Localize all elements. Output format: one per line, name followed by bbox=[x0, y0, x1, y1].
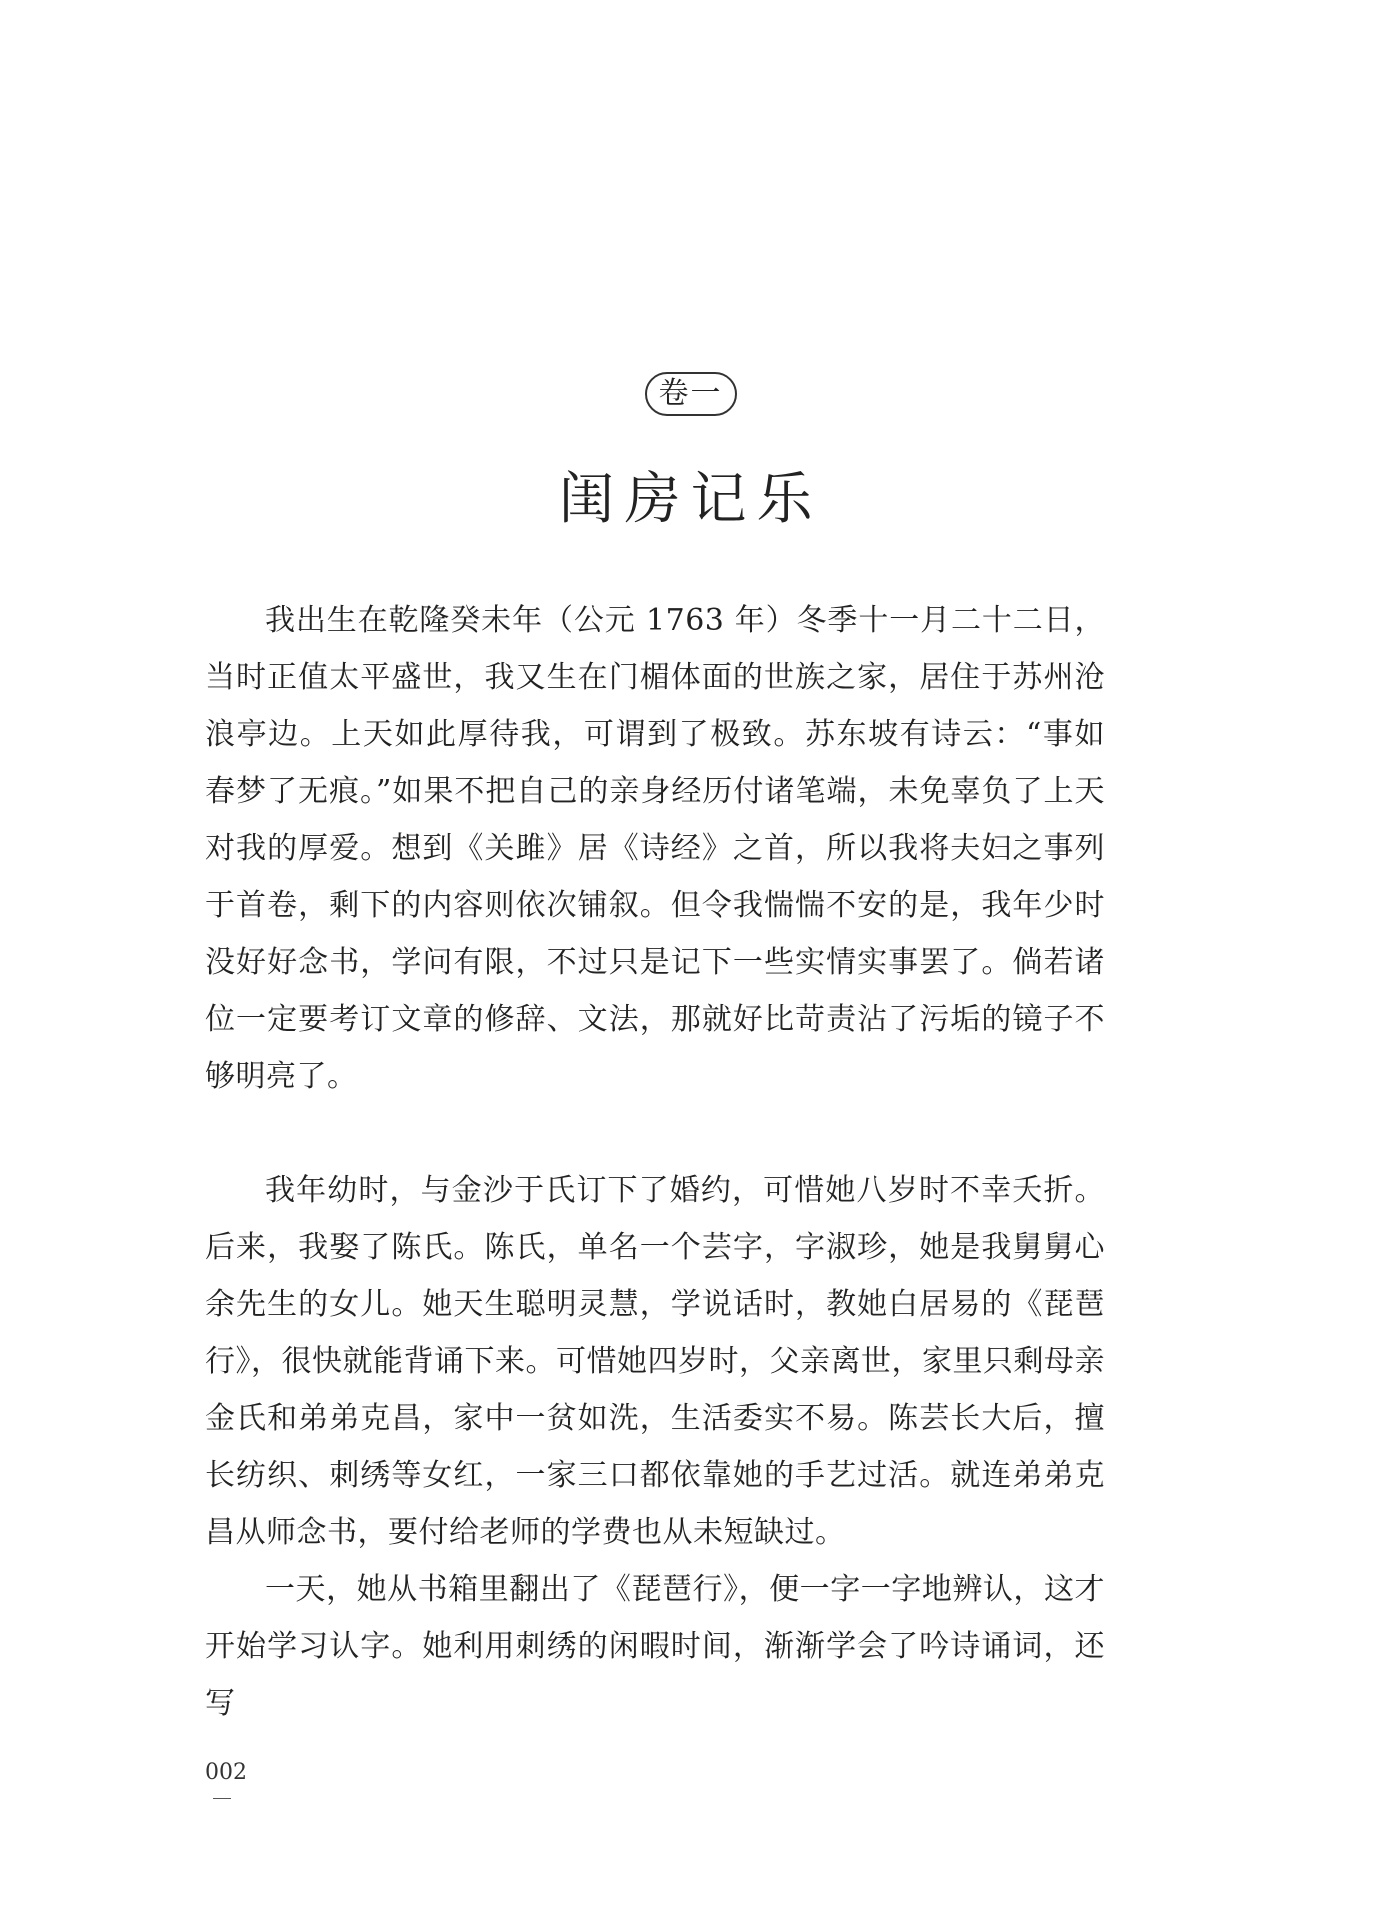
paragraph-1: 我出生在乾隆癸未年（公元 1763 年）冬季十一月二十二日，当时正值太平盛世，我又生在门楣体面的世族之家，居住于苏州沧浪亭边。上天如此厚待我，可谓到了极致。苏东坡有诗云：“事如春梦了无痕。”如果不把自己的亲身经历付诸笔端，未免辜负了上天对我的厚爱。想到《关雎》居《诗经》之首，所以我将夫妇之事列于首卷，剩下的内容则依次铺叙。但令我惴惴不安的是，我年少时没好好念书，学问有限，不过只是记下一些实情实事罢了。倘若诸位一定要考订文章的修辞、文法，那就好比苛责沾了污垢的镜子不够明亮了。 bbox=[205, 603, 1105, 1094]
paragraph-3: 一天，她从书箱里翻出了《琵琶行》，便一字一字地辨认，这才开始学习认字。她利用刺绣的闲暇时间，渐渐学会了吟诗诵词，还写 bbox=[205, 1572, 1105, 1721]
chapter-label-container bbox=[0, 372, 1381, 416]
paragraph-2: 我年幼时，与金沙于氏订下了婚约，可惜她八岁时不幸夭折。后来，我娶了陈氏。陈氏，单名一个芸字，字淑珍，她是我舅舅心余先生的女儿。她天生聪明灵慧，学说话时，教她白居易的《琵琶行》，很快就能背诵下来。可惜她四岁时，父亲离世，家里只剩母亲金氏和弟弟克昌，家中一贫如洗，生活委实不易。陈芸长大后，擅长纺织、刺绣等女红，一家三口都依靠她的手艺过活。就连弟弟克昌从师念书，要付给老师的学费也从未短缺过。 bbox=[205, 1173, 1105, 1550]
chapter-title: 闺房记乐 bbox=[558, 466, 823, 532]
page-number: 002 bbox=[205, 1760, 247, 1785]
body-text bbox=[205, 592, 1105, 1732]
page-number-dash bbox=[213, 1798, 231, 1799]
chapter-label: 卷一 bbox=[645, 372, 737, 416]
paragraph-spacer bbox=[205, 1105, 1105, 1162]
